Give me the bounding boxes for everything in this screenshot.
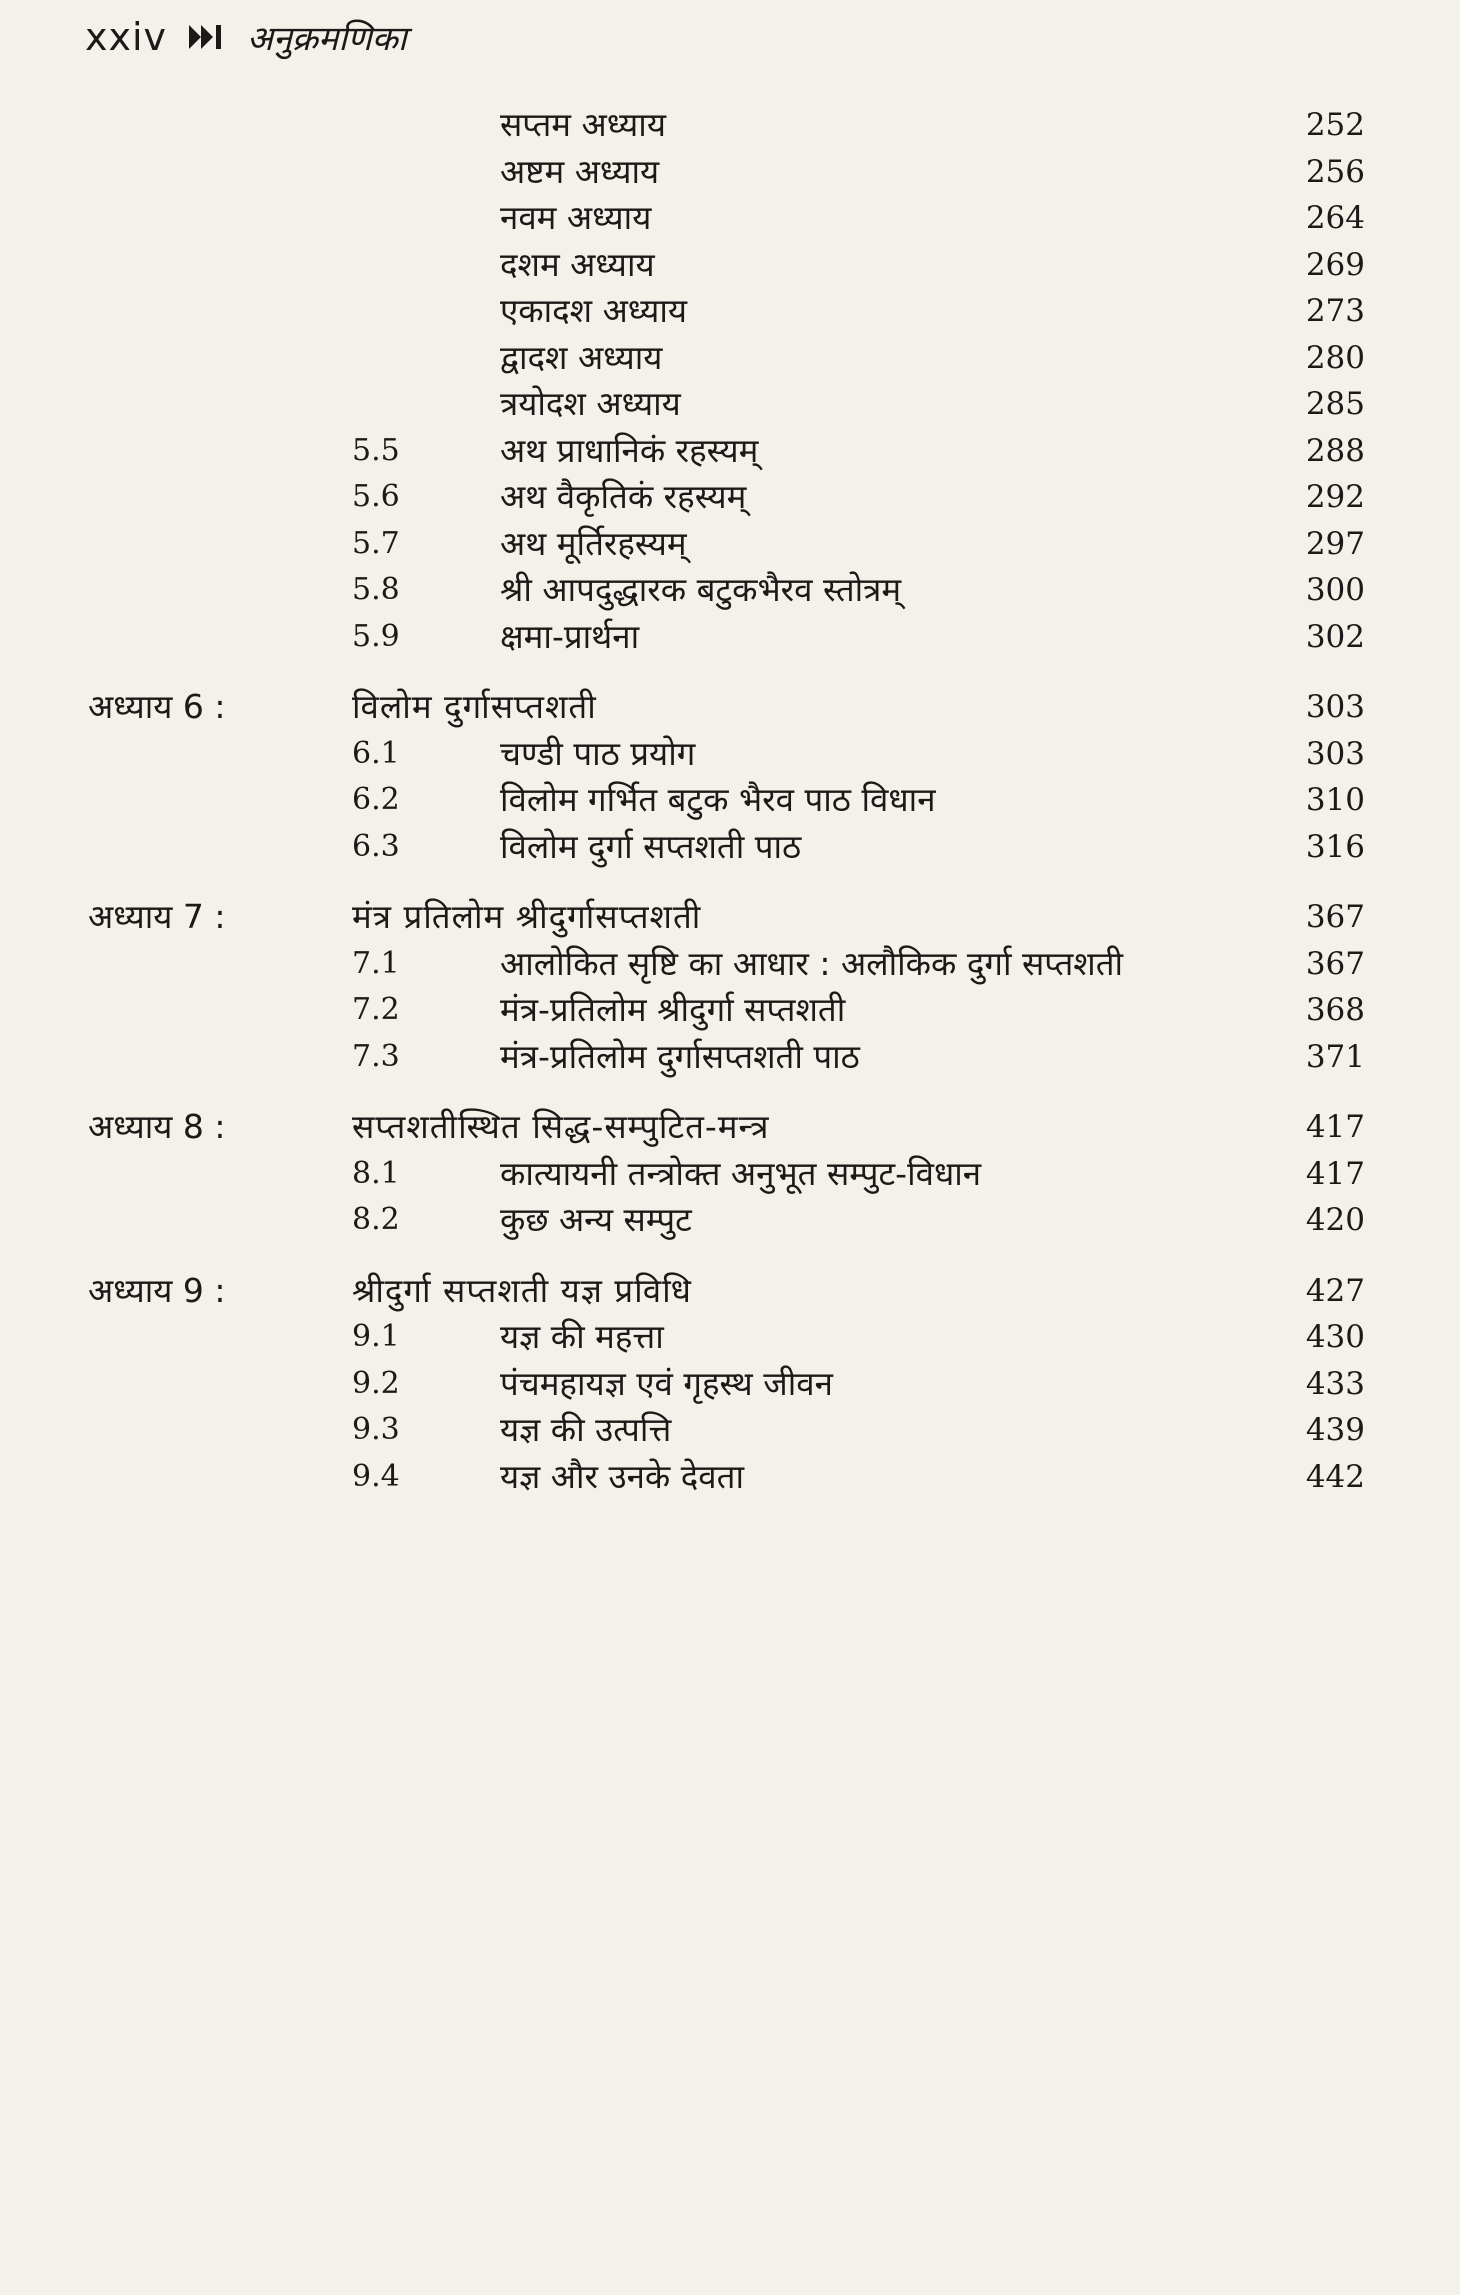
page-reference: 264 <box>1305 200 1365 236</box>
page-reference: 316 <box>1305 828 1365 865</box>
page-reference: 367 <box>1305 945 1365 982</box>
toc-entry-row <box>0 1149 1460 1199</box>
page-reference: 273 <box>1305 293 1365 329</box>
toc-entry-row <box>0 426 1460 476</box>
section-title: श्री आपदुद्धारक बटुकभैरव स्तोत्रम् <box>500 570 902 609</box>
toc-entry-row <box>0 100 1460 150</box>
chapter-heading-row <box>0 1102 1460 1152</box>
page-reference: 442 <box>1305 1458 1365 1495</box>
toc-entry-row <box>0 729 1460 779</box>
chapter-heading-row <box>0 892 1460 942</box>
section-title: अथ मूर्तिरहस्यम् <box>500 523 687 563</box>
section-number: 6.2 <box>352 782 400 817</box>
page-reference: 292 <box>1305 479 1365 515</box>
page-reference: 302 <box>1305 618 1365 655</box>
toc-entry-row <box>0 775 1460 825</box>
section-title: पंचमहायज्ञ एवं गृहस्थ जीवन <box>500 1363 833 1403</box>
section-number: 5.7 <box>352 525 400 561</box>
chapter-title: मंत्र प्रतिलोम श्रीदुर्गासप्तशती <box>352 897 702 936</box>
chapter-heading-row <box>0 682 1460 732</box>
toc-entry-row <box>0 1359 1460 1409</box>
page-reference: 367 <box>1305 899 1365 935</box>
section-number: 9.4 <box>352 1458 400 1494</box>
section-number: 7.1 <box>352 945 400 981</box>
page-number: xxiv <box>85 15 168 59</box>
toc-entry-row <box>0 822 1460 872</box>
page-reference: 420 <box>1305 1202 1365 1238</box>
page-reference: 430 <box>1305 1319 1365 1355</box>
fast-forward-icon <box>189 23 225 51</box>
toc-entry-row <box>0 565 1460 615</box>
section-title: चण्डी पाठ प्रयोग <box>500 733 696 773</box>
page-reference: 417 <box>1305 1109 1365 1145</box>
section-number: 5.6 <box>352 479 400 514</box>
page-header <box>85 14 407 60</box>
toc-entry-row <box>0 379 1460 429</box>
page-reference: 297 <box>1305 525 1365 562</box>
section-title: यज्ञ और उनके देवता <box>500 1456 744 1496</box>
section-title: नवम अध्याय <box>500 198 652 237</box>
section-title: एकादश अध्याय <box>500 291 688 330</box>
page-reference: 288 <box>1305 432 1365 469</box>
chapter-label: अध्याय 8 : <box>88 1107 226 1146</box>
section-number: 5.8 <box>352 572 400 607</box>
section-title: मंत्र-प्रतिलोम श्रीदुर्गा सप्तशती <box>500 990 846 1029</box>
page-reference: 310 <box>1305 782 1365 818</box>
section-title: दशम अध्याय <box>500 244 655 284</box>
section-title: विलोम दुर्गा सप्तशती पाठ <box>500 826 802 866</box>
section-number: 5.5 <box>352 432 400 468</box>
toc-entry-row <box>0 147 1460 197</box>
toc-entry-row <box>0 612 1460 662</box>
chapter-label: अध्याय 9 : <box>88 1270 226 1310</box>
page-reference: 427 <box>1305 1272 1365 1309</box>
toc-entry-row <box>0 193 1460 243</box>
section-title: सप्तम अध्याय <box>500 105 666 144</box>
chapter-title: सप्तशतीस्थित सिद्ध-सम्पुटित-मन्त्र <box>352 1107 770 1146</box>
section-title: कुछ अन्य सम्पुट <box>500 1200 692 1239</box>
section-number: 8.1 <box>352 1155 400 1191</box>
section-title: यज्ञ की महत्ता <box>500 1317 664 1356</box>
page-reference: 303 <box>1305 735 1365 772</box>
toc-entry-row <box>0 286 1460 336</box>
section-number: 7.2 <box>352 992 400 1027</box>
page-reference: 433 <box>1305 1365 1365 1402</box>
page-reference: 368 <box>1305 992 1365 1028</box>
chapter-title: विलोम दुर्गासप्तशती <box>352 687 597 726</box>
section-number: 5.9 <box>352 618 400 654</box>
toc-entry-row <box>0 1312 1460 1362</box>
section-title: यज्ञ की उत्पत्ति <box>500 1410 672 1449</box>
section-title: मंत्र-प्रतिलोम दुर्गासप्तशती पाठ <box>500 1036 860 1076</box>
toc-entry-row <box>0 1032 1460 1082</box>
toc-entry-row <box>0 519 1460 569</box>
section-number: 9.2 <box>352 1365 400 1401</box>
page-reference: 252 <box>1305 107 1365 143</box>
section-number: 6.3 <box>352 828 400 864</box>
page-reference: 269 <box>1305 246 1365 283</box>
toc-entry-row <box>0 939 1460 989</box>
page-reference: 439 <box>1305 1412 1365 1448</box>
toc-entry-row <box>0 985 1460 1035</box>
section-number: 6.1 <box>352 735 400 771</box>
page-reference: 256 <box>1305 153 1365 190</box>
toc-entry-row <box>0 333 1460 383</box>
section-title: क्षमा-प्रार्थना <box>500 616 640 656</box>
section-title: अथ वैकृतिकं रहस्यम् <box>500 477 747 516</box>
toc-entry-row <box>0 1452 1460 1502</box>
page-reference: 417 <box>1305 1155 1365 1192</box>
section-title: कात्यायनी तन्त्रोक्त अनुभूत सम्पुट-विधान <box>500 1153 982 1193</box>
running-title: अनुक्रमणिका <box>247 19 407 59</box>
toc-entry-row <box>0 1405 1460 1455</box>
chapter-heading-row <box>0 1266 1460 1316</box>
section-title: आलोकित सृष्टि का आधार : अलौकिक दुर्गा सप्तशती <box>500 943 1124 983</box>
toc-entry-row <box>0 1195 1460 1245</box>
chapter-label: अध्याय 6 : <box>88 687 226 726</box>
section-number: 9.3 <box>352 1412 400 1447</box>
page-reference: 371 <box>1305 1038 1365 1075</box>
section-title: द्वादश अध्याय <box>500 337 663 377</box>
section-number: 8.2 <box>352 1202 400 1237</box>
page-reference: 303 <box>1305 689 1365 725</box>
toc-entry-row <box>0 472 1460 522</box>
section-number: 7.3 <box>352 1038 400 1074</box>
section-title: अष्टम अध्याय <box>500 151 660 191</box>
chapter-title: श्रीदुर्गा सप्तशती यज्ञ प्रविधि <box>352 1270 692 1310</box>
page-reference: 300 <box>1305 572 1365 608</box>
section-title: अथ प्राधानिकं रहस्यम् <box>500 430 759 470</box>
page-reference: 285 <box>1305 386 1365 422</box>
chapter-label: अध्याय 7 : <box>88 897 226 936</box>
section-number: 9.1 <box>352 1319 400 1354</box>
section-title: विलोम गर्भित बटुक भैरव पाठ विधान <box>500 780 936 819</box>
toc-entry-row <box>0 240 1460 290</box>
section-title: त्रयोदश अध्याय <box>500 384 681 423</box>
page-reference: 280 <box>1305 339 1365 376</box>
